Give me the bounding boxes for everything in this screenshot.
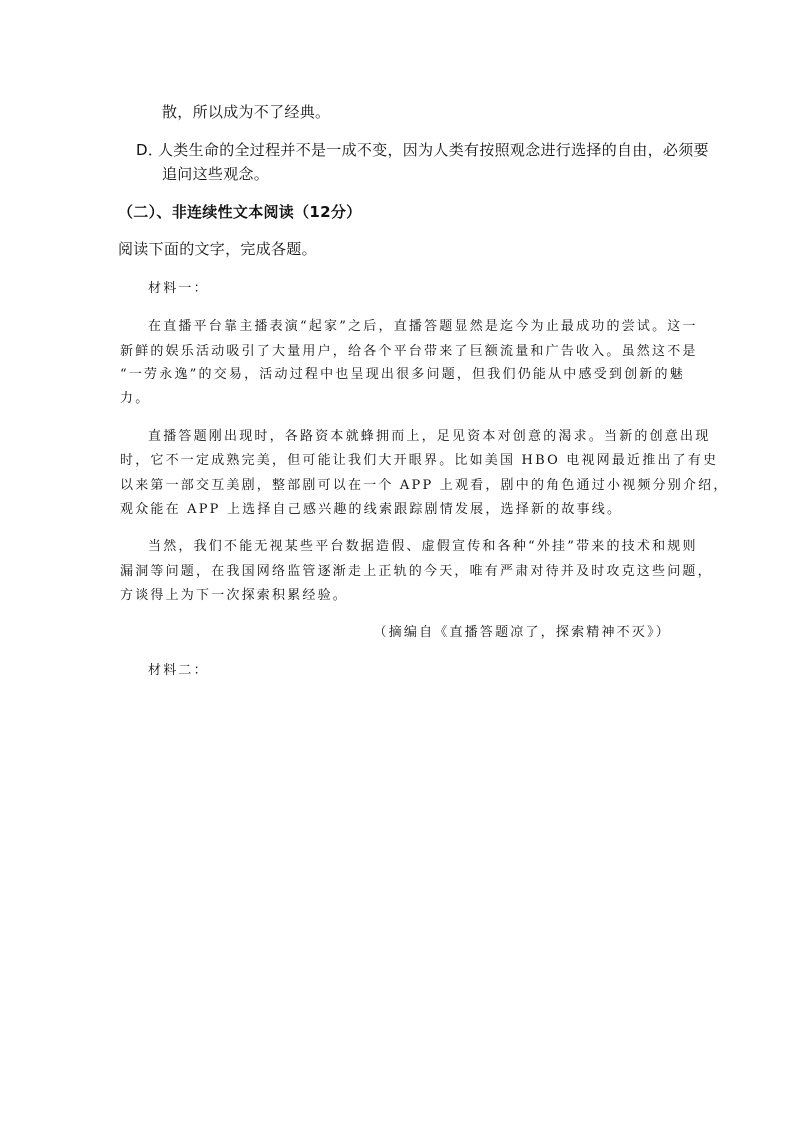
material-1-source: （摘编自《直播答题凉了，探索精神不灭》） (373, 625, 671, 640)
material-1-label: 材料一： (148, 281, 209, 296)
paragraph-3-line-2: 漏洞等问题，在我国网络监管逐渐走上正轨的今天，唯有严肃对待并及时攻克这些问题， (120, 564, 713, 579)
paragraph-1-line-1: 在直播平台靠主播表演“起家”之后，直播答题显然是迄今为止最成功的尝试。这一 (148, 319, 698, 334)
reading-instruction: 阅读下面的文字，完成各题。 (118, 240, 317, 258)
option-d-line-1: 人类生命的全过程并不是一成不变，因为人类有按照观念进行选择的自由，必须要 (158, 141, 709, 159)
paragraph-3-line-1: 当然，我们不能无视某些平台数据造假、虚假宣传和各种“外挂”带来的技术和规则 (148, 539, 698, 554)
paragraph-2-line-3: 以来第一部交互美剧，整部剧可以在一个 APP 上观看，剧中的角色通过小视频分别介绍， (120, 478, 729, 493)
paragraph-1-line-3: “一劳永逸”的交易，活动过程中也呈现出很多问题，但我们仍能从中感受到创新的魅 (120, 367, 685, 382)
paragraph-2-line-2: 时，它不一定成熟完美，但可能让我们大开眼界。比如美国 HBO 电视网最近推出了有史 (120, 453, 719, 468)
paragraph-2-line-4: 观众能在 APP 上选择自己感兴趣的线索跟踪剧情发展，选择新的故事线。 (120, 502, 623, 517)
paragraph-3-line-3: 方谈得上为下一次探索积累经验。 (120, 588, 349, 603)
option-c-continuation: 散，所以成为不了经典。 (162, 103, 331, 121)
paragraph-2-line-1: 直播答题刚出现时，各路资本就蜂拥而上，足见资本对创意的渴求。当新的创意出现 (148, 429, 711, 444)
section-heading: （二）、非连续性文本阅读（12分） (118, 203, 362, 221)
option-d-letter: D． (136, 141, 164, 159)
option-d-line-2: 追问这些观念。 (162, 165, 270, 183)
material-2-label: 材料二： (148, 663, 209, 678)
paragraph-1-line-4: 力。 (120, 391, 151, 406)
paragraph-1-line-2: 新鲜的娱乐活动吸引了大量用户，给各个平台带来了巨额流量和广告收入。虽然这不是 (120, 344, 698, 359)
